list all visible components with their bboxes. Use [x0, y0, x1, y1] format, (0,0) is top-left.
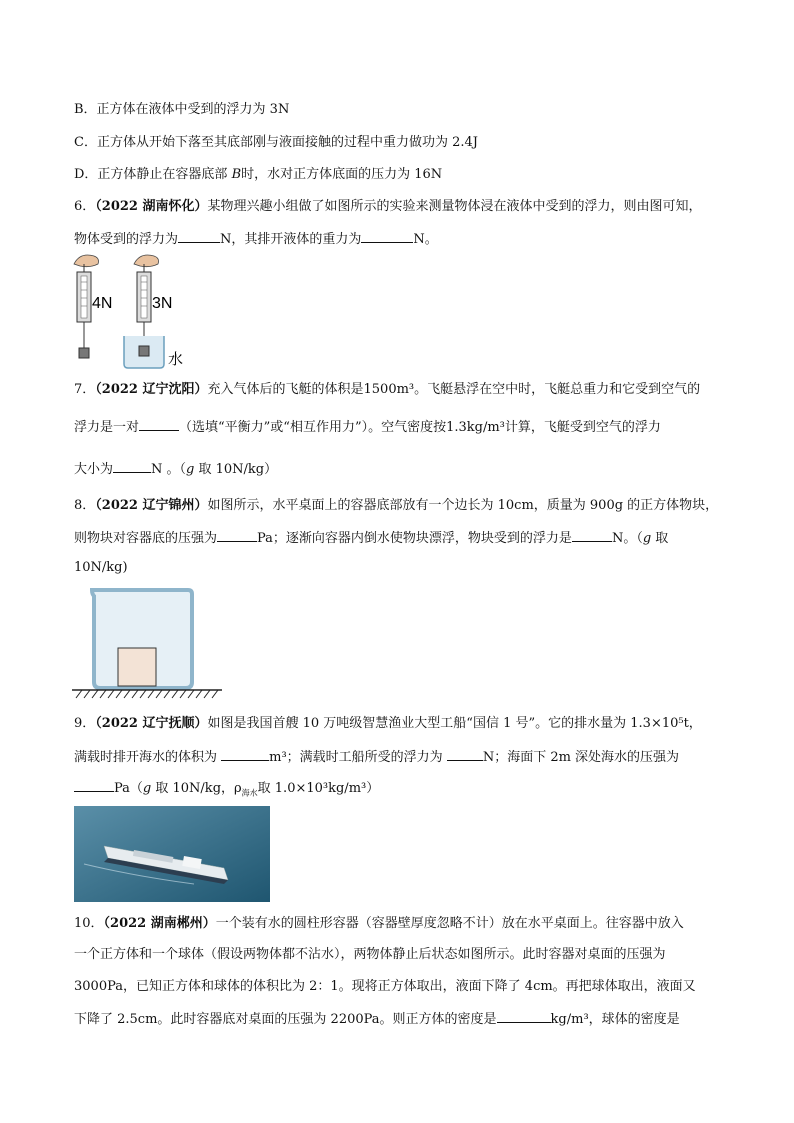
q9-line3: Pa（g 取 10N/kg，$\rho_{海水}$取 1.0×10³kg/m³）	[74, 777, 379, 799]
answer-blank[interactable]	[497, 1008, 551, 1023]
answer-blank[interactable]	[217, 527, 257, 542]
answer-blank[interactable]	[221, 746, 269, 761]
q6-line1: 6．（2022 湖南怀化）某物理兴趣小组做了如图所示的实验来测量物体浸在液体中受到的浮力，则由图可知，	[74, 199, 702, 214]
q7-line3: 大小为 N 。（g 取 10N/kg）	[74, 458, 277, 480]
q6-line2: 物体受到的浮力为 N，其排开液体的重力为 N。	[74, 228, 438, 250]
answer-blank[interactable]	[572, 527, 612, 542]
q7-line2: 浮力是一对 （选填“平衡力”或“相互作用力”）。空气密度按1.3kg/m³计算，飞艇受到空气的浮力	[74, 416, 661, 438]
ship-photo	[74, 806, 270, 902]
q9-source-tag: （2022 辽宁抚顺）	[95, 716, 208, 731]
beaker-figure	[72, 586, 222, 702]
answer-blank[interactable]	[74, 777, 114, 792]
answer-blank[interactable]	[113, 458, 151, 473]
q8-line1: 8．（2022 辽宁锦州）如图所示，水平桌面上的容器底部放有一个边长为 10cm，质量为 900g 的正方体物块，	[74, 498, 719, 513]
option-d: D．正方体静止在容器底部 B时，水对正方体底面的压力为 16N	[74, 167, 443, 182]
answer-blank[interactable]	[139, 416, 179, 431]
scale-reading-1: 4N	[92, 295, 113, 312]
q7-source-tag: （2022 辽宁沈阳）	[95, 382, 208, 397]
q7-line1: 7．（2022 辽宁沈阳）充入气体后的飞艇的体积是1500m³。飞艇悬浮在空中时，飞艇总重力和它受到空气的	[74, 382, 701, 397]
option-b: B．正方体在液体中受到的浮力为 3N	[74, 102, 290, 117]
answer-blank[interactable]	[178, 228, 220, 243]
liquid-label: 水	[168, 350, 184, 368]
answer-blank[interactable]	[361, 228, 413, 243]
scale-reading-2: 3N	[152, 295, 173, 312]
q6-source-tag: （2022 湖南怀化）	[95, 199, 208, 214]
q10-line2: 一个正方体和一个球体（假设两物体都不沾水），两物体静止后状态如图所示。此时容器对桌面的压强为	[74, 947, 666, 962]
q10-line1: 10．（2022 湖南郴州）一个装有水的圆柱形容器（容器壁厚度忽略不计）放在水平桌面上。往容器中放入	[74, 916, 684, 931]
spring-scale-figure	[66, 250, 196, 370]
q9-line2: 满载时排开海水的体积为 m³；满载时工船所受的浮力为 N；海面下 2m 深处海水的压强为	[74, 746, 679, 768]
q8-line3: 10N/kg)	[74, 560, 128, 575]
q10-line3: 3000Pa，已知正方体和球体的体积比为 2：1。现将正方体取出，液面下降了 4cm。再把球体取出，液面又	[74, 979, 696, 994]
q10-source-tag: （2022 湖南郴州）	[103, 916, 216, 931]
q8-source-tag: （2022 辽宁锦州）	[95, 498, 208, 513]
answer-blank[interactable]	[447, 746, 483, 761]
q9-line1: 9．（2022 辽宁抚顺）如图是我国首艘 10 万吨级智慧渔业大型工船“国信 1 号”。它的排水量为 1.3×10⁵t，	[74, 716, 702, 731]
option-c: C．正方体从开始下落至其底部刚与液面接触的过程中重力做功为 2.4J	[74, 135, 478, 150]
q8-line2: 则物块对容器底的压强为 Pa；逐渐向容器内倒水使物块漂浮，物块受到的浮力是 N。（g 取	[74, 527, 668, 549]
q10-line4: 下降了 2.5cm。此时容器底对桌面的压强为 2200Pa。则正方体的密度是 kg/m³，球体的密度是	[74, 1008, 680, 1030]
